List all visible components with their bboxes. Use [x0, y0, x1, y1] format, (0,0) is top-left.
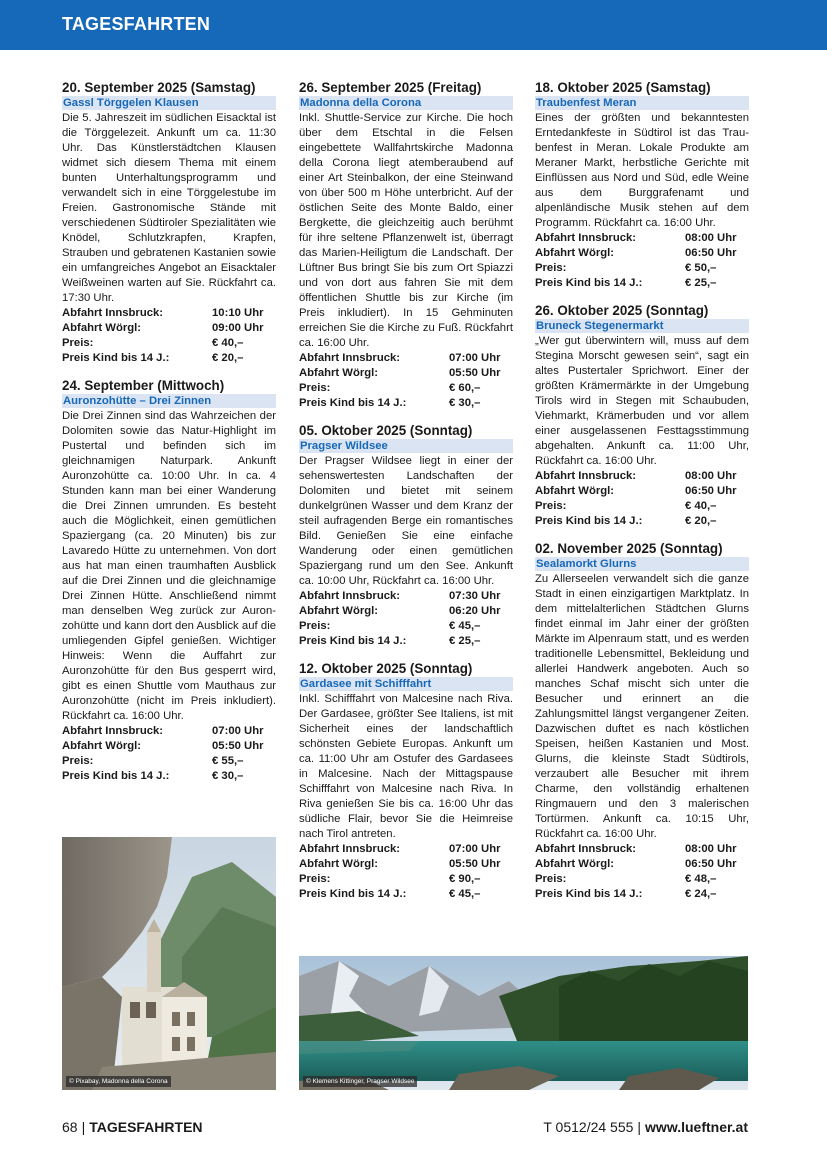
trip-info: [535, 231, 749, 291]
trip-entry: [62, 378, 276, 784]
trip-name: Madonna della Corona: [299, 96, 513, 110]
trip-date: 26. Oktober 2025 (Sonntag): [535, 303, 709, 318]
info-value: € 20,–: [212, 352, 244, 364]
info-value: 08:00 Uhr: [685, 232, 737, 244]
info-value: 07:00 Uhr: [449, 843, 501, 855]
column-3: [535, 80, 749, 914]
trip-info: [62, 724, 276, 784]
trip-date: 02. November 2025 (Sonntag): [535, 541, 723, 556]
trip-date: 20. September 2025 (Samstag): [62, 80, 256, 95]
info-label: Abfahrt Wörgl:: [299, 367, 379, 379]
info-row: [62, 306, 276, 321]
footer-left: [62, 1118, 203, 1136]
info-label: Abfahrt Innsbruck:: [535, 470, 637, 482]
photo-madonna-della-corona: [62, 837, 276, 1090]
info-row: [299, 619, 513, 634]
info-label: Preis Kind bis 14 J.:: [62, 770, 170, 782]
info-label: Preis Kind bis 14 J.:: [299, 635, 407, 647]
trip-date: 12. Oktober 2025 (Sonntag): [299, 661, 473, 676]
trip-description: „Wer gut überwintern will, muss auf dem Stegina Morscht gewesen sein“, sagt ein altes Pustertaler Sprichwort. Einer der größten Krämermärkte in der Umgebung Tirols wird in Stegen mit Schaubuden, Viehmarkt, Krämerbuden und vor allem einer ausgelassenen Festtagsstimmung abgehalten. Ankunft ca. 11:00 Uhr, Rückfahrt ca. 16:00 Uhr.: [535, 335, 749, 467]
footer-separator: |: [637, 1119, 642, 1135]
info-label: Preis:: [535, 873, 567, 885]
info-row: [62, 754, 276, 769]
trip-info: [299, 351, 513, 411]
info-value: € 48,–: [685, 873, 717, 885]
info-label: Preis Kind bis 14 J.:: [299, 397, 407, 409]
info-row: [535, 499, 749, 514]
column-2: [299, 80, 513, 914]
info-label: Abfahrt Innsbruck:: [535, 843, 637, 855]
info-row: [535, 246, 749, 261]
info-value: 09:00 Uhr: [212, 322, 264, 334]
trip-entry: [535, 541, 749, 902]
info-label: Abfahrt Innsbruck:: [62, 307, 164, 319]
info-row: [299, 351, 513, 366]
info-label: Abfahrt Wörgl:: [62, 322, 142, 334]
info-value: 07:00 Uhr: [212, 725, 264, 737]
info-value: 10:10 Uhr: [212, 307, 264, 319]
trip-info: [535, 842, 749, 902]
photo-pragser-wildsee: [299, 956, 748, 1090]
church-cliff-illustration: [62, 837, 276, 1090]
trip-name: Sealamorkt Glurns: [535, 557, 749, 571]
info-label: Preis:: [299, 873, 331, 885]
info-value: 06:20 Uhr: [449, 605, 501, 617]
trip-name: Gassl Törggelen Klausen: [62, 96, 276, 110]
info-value: € 30,–: [212, 770, 244, 782]
info-value: € 90,–: [449, 873, 481, 885]
info-value: 05:50 Uhr: [212, 740, 264, 752]
info-row: [299, 366, 513, 381]
info-label: Preis Kind bis 14 J.:: [535, 888, 643, 900]
info-row: [535, 872, 749, 887]
info-label: Abfahrt Innsbruck:: [299, 352, 401, 364]
info-row: [299, 396, 513, 411]
info-value: 05:50 Uhr: [449, 858, 501, 870]
info-label: Abfahrt Innsbruck:: [535, 232, 637, 244]
info-value: € 40,–: [212, 337, 244, 349]
info-value: € 50,–: [685, 262, 717, 274]
info-value: € 24,–: [685, 888, 717, 900]
trip-name: Auronzohütte – Drei Zinnen: [62, 394, 276, 408]
trip-description: Die 5. Jahreszeit im südlichen Eisacktal ist die Törggelezeit. Ankunft um ca. 11:30 Uhr. Das Künstlerstädtchen Klausen widmet sich diesem Thema mit einem bunten Unterhaltungsprogramm und verwandelt sich in eine Törggelestube im Freien. Gastronomische Stände mit verschiedenen Südtiroler Spezialitäten wie Knödel, Schlutzkrapfen, Krapfen, Strauben und gebratenen Kastanien sowie ein umfangreiches Angebot an Eisacktaler Weißweinen warten auf Sie. Rückfahrt ca. 17:30 Uhr.: [62, 112, 276, 304]
info-label: Abfahrt Wörgl:: [535, 485, 615, 497]
info-row: [535, 231, 749, 246]
trip-name: Bruneck Stegenermarkt: [535, 319, 749, 333]
info-value: 06:50 Uhr: [685, 485, 737, 497]
trip-description: Inkl. Shuttle-Service zur Kirche. Die hoch über dem Etschtal in die Felsen eingebettete Wallfahrtskirche Madonna della Corona liegt atemberaubend auf einer Art Steinbalkon, der eine Steinwand von über 500 m Höhe unterbricht. Auf der östlichen Seite des Monte Baldo, einer Bergkette, die gleichzeitig auch berühmt für ihre seltene Pflanzenwelt ist, überragt das Marien-Heiligtum die Landschaft. Der Lüftner Bus bringt Sie bis zum Ort Spiazzi und von dort aus fahren Sie mit dem öffentlichen Shuttle bis zur Kirche (im Preis inkludiert). In 15 Gehminuten erreichen Sie die Kirche zu Fuß. Rückfahrt ca. 16:00 Uhr.: [299, 112, 513, 349]
info-value: € 30,–: [449, 397, 481, 409]
footer-separator: |: [81, 1119, 86, 1135]
info-label: Preis Kind bis 14 J.:: [535, 277, 643, 289]
page-number: 68: [62, 1119, 78, 1135]
trip-name: Pragser Wildsee: [299, 439, 513, 453]
info-row: [62, 336, 276, 351]
header-bar: [0, 0, 827, 50]
info-label: Abfahrt Wörgl:: [299, 605, 379, 617]
info-value: € 55,–: [212, 755, 244, 767]
info-label: Preis:: [299, 620, 331, 632]
info-value: 07:00 Uhr: [449, 352, 501, 364]
info-label: Abfahrt Wörgl:: [535, 247, 615, 259]
info-value: € 40,–: [685, 500, 717, 512]
trip-info: [535, 469, 749, 529]
trip-entry: [299, 80, 513, 411]
info-label: Preis:: [535, 262, 567, 274]
trip-info: [299, 842, 513, 902]
trip-entry: [535, 80, 749, 291]
info-row: [62, 321, 276, 336]
info-label: Preis:: [535, 500, 567, 512]
info-value: € 25,–: [685, 277, 717, 289]
info-label: Preis Kind bis 14 J.:: [535, 515, 643, 527]
trip-info: [62, 306, 276, 366]
info-value: 08:00 Uhr: [685, 470, 737, 482]
footer-phone: T 0512/24 555: [543, 1119, 634, 1135]
info-row: [535, 276, 749, 291]
trip-name: Gardasee mit Schifffahrt: [299, 677, 513, 691]
trip-description: Der Pragser Wildsee liegt in einer der sehenswertesten Landschaften der Dolomiten und bietet mit seinem dunkelgrünen Wasser und dem Kranz der steil aufragenden Berge ein romantisches Bild. Genießen Sie eine einfache Wanderung oder einen gemütlichen Spaziergang rund um den See. Ankunft ca. 10:00 Uhr, Rückfahrt ca. 16:00 Uhr.: [299, 455, 513, 587]
info-value: 06:50 Uhr: [685, 858, 737, 870]
photo-credit: © Klemens Kittinger, Pragser Wildsee: [303, 1076, 417, 1087]
lake-mountain-illustration: [299, 956, 748, 1090]
info-row: [299, 887, 513, 902]
info-row: [62, 739, 276, 754]
info-label: Abfahrt Wörgl:: [62, 740, 142, 752]
info-row: [62, 351, 276, 366]
trip-entry: [299, 423, 513, 649]
footer-right: [543, 1118, 748, 1136]
column-1: [62, 80, 276, 796]
info-label: Abfahrt Innsbruck:: [299, 843, 401, 855]
info-row: [62, 769, 276, 784]
info-label: Abfahrt Wörgl:: [535, 858, 615, 870]
trip-name: Traubenfest Meran: [535, 96, 749, 110]
info-label: Preis:: [62, 337, 94, 349]
info-value: 05:50 Uhr: [449, 367, 501, 379]
trip-entry: [535, 303, 749, 529]
info-label: Abfahrt Innsbruck:: [62, 725, 164, 737]
info-row: [299, 842, 513, 857]
info-value: 08:00 Uhr: [685, 843, 737, 855]
info-value: 07:30 Uhr: [449, 590, 501, 602]
footer-website[interactable]: www.lueftner.at: [645, 1119, 748, 1135]
info-value: € 25,–: [449, 635, 481, 647]
info-value: € 45,–: [449, 888, 481, 900]
info-label: Abfahrt Wörgl:: [299, 858, 379, 870]
trip-entry: [299, 661, 513, 902]
trip-description: Zu Allerseelen verwandelt sich die ganze Stadt in einen einzigartigen Marktplatz. In dem mittelalterlichen Städtchen Glurns findet einmal im Jahr einer der größten Märkte im Alpenraum statt, und es werden traditionelle Lebensmittel, Bekleidung und allerlei Handwerk angeboten. Auch so manches Schaf mischt sich unter die Besucher und erinnert an die Zahlungsmittel längst vergangener Zeiten. Dazwischen duftet es nach köstlichen Speisen, heißen Kastanien und Most. Glurns, die kleinste Stadt Südtirols, verzaubert alle Besucher mit ihrem Charme, den vollständig erhaltenen Ringmauern und den 3 malerischen Tortürmen. Ankunft ca. 10:15 Uhr, Rückfahrt ca. 16:00 Uhr.: [535, 573, 749, 840]
photo-credit: © Pixabay, Madonna della Corona: [66, 1076, 171, 1087]
info-row: [299, 589, 513, 604]
info-row: [535, 887, 749, 902]
trip-description: Eines der größten und bekanntesten Erntedankfeste in Südtirol ist das Traubenfest in Meran. Lokale Produkte am Meraner Markt, herbstliche Gerichte mit Einflüssen aus Nord und Süd, edle Weine aus dem Burggrafenamt und alpenländische Musik stehen auf dem Programm. Rückfahrt ca. 16:00 Uhr.: [535, 112, 749, 229]
info-value: € 45,–: [449, 620, 481, 632]
info-value: € 20,–: [685, 515, 717, 527]
section-title: TAGESFAHRTEN: [62, 14, 211, 34]
info-row: [535, 857, 749, 872]
trip-description: Inkl. Schifffahrt von Malcesine nach Riva. Der Gardasee, größter See Italiens, ist mit Sicherheit eines der landschaftlich schönsten Gebiete Europas. Ankunft um ca. 11:00 Uhr am Ostufer des Gardasees in Malcesine. Nach der Mittagspause Schifffahrt von Malcesine nach Riva. In Riva genießen Sie bis ca. 16:00 Uhr das südliche Flair, bevor Sie die Heimreise nach Tirol antreten.: [299, 693, 513, 840]
info-row: [62, 724, 276, 739]
info-label: Preis Kind bis 14 J.:: [62, 352, 170, 364]
footer-section: TAGESFAHRTEN: [89, 1119, 203, 1135]
info-row: [535, 514, 749, 529]
info-label: Preis Kind bis 14 J.:: [299, 888, 407, 900]
info-row: [535, 469, 749, 484]
trip-date: 18. Oktober 2025 (Samstag): [535, 80, 711, 95]
trip-description: Die Drei Zinnen sind das Wahrzeichen der Dolomiten sowie das Natur-Highlight im Pustertal und befinden sich im gleichnamigen Naturpark. Ankunft Auronzohütte ca. 10:00 Uhr. In ca. 4 Stunden kann man bei einer Wanderung die Drei Zinnen umrunden. Es besteht auch die Möglichkeit, einen gemütlichen Spaziergang (ca. 20 Minuten) bis zur Lavaredo Hütte zu unternehmen. Von dort aus hat man einen traumhaften Ausblick auf die Drei Zinnen und die gleichnamige Drei Zinnen Hütte. Anschließend nimmt man denselben Weg zurück zur Auronzohütte und kann dort den Ausblick auf die umliegenden Gipfel genießen. Wichtiger Hinweis: Wenn die Auffahrt zur Auronzohütte für den Bus gesperrt wird, gibt es einen Shuttle vom Mauthaus zur Auronzohütte (nicht im Preis inkludiert). Rückfahrt ca. 16:00 Uhr.: [62, 410, 276, 722]
trip-info: [299, 589, 513, 649]
info-label: Preis:: [299, 382, 331, 394]
info-value: € 60,–: [449, 382, 481, 394]
trip-entry: [62, 80, 276, 366]
info-row: [299, 857, 513, 872]
trip-date: 26. September 2025 (Freitag): [299, 80, 482, 95]
info-row: [299, 872, 513, 887]
trip-date: 05. Oktober 2025 (Sonntag): [299, 423, 473, 438]
info-row: [299, 634, 513, 649]
info-row: [535, 261, 749, 276]
info-row: [535, 484, 749, 499]
info-row: [299, 604, 513, 619]
info-label: Abfahrt Innsbruck:: [299, 590, 401, 602]
info-label: Preis:: [62, 755, 94, 767]
info-row: [535, 842, 749, 857]
info-row: [299, 381, 513, 396]
info-value: 06:50 Uhr: [685, 247, 737, 259]
trip-date: 24. September (Mittwoch): [62, 378, 225, 393]
